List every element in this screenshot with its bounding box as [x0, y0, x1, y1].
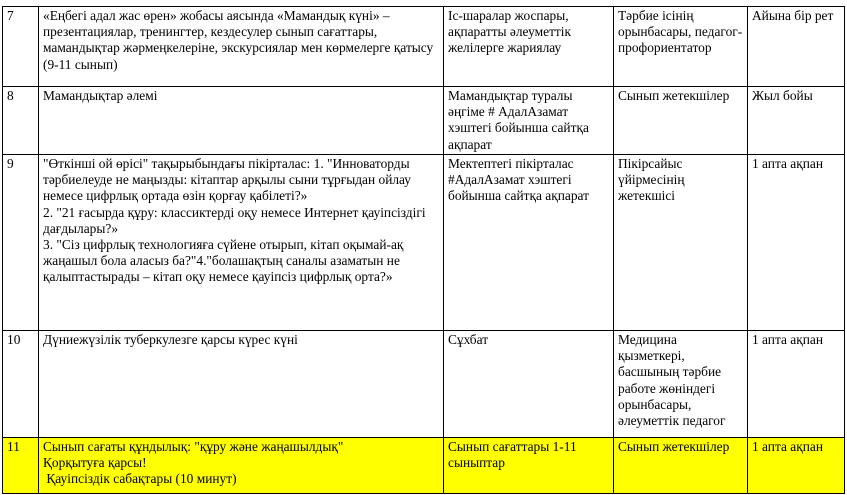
row-number: 9 [3, 155, 39, 331]
timing-cell: 1 апта ақпан [748, 155, 845, 331]
table-row [3, 7, 845, 87]
table-row-highlighted [3, 438, 845, 494]
table-row [3, 87, 845, 155]
event-text: Қорқытуға қарсы! [43, 455, 147, 471]
timing-cell: 1 апта ақпан [748, 331, 845, 438]
form-cell: Мектептегі пікірталас #АдалАзамат хэштегі бойынша сайтқа ақпарат [444, 155, 614, 331]
event-text: Мамандықтар әлемі [43, 88, 158, 103]
responsible-cell: Пікірсайыс үйірмесінің жетекшісі [614, 155, 748, 331]
event-text: Қауіпсіздік сабақтары (10 минут) [43, 471, 237, 487]
event-text: «Еңбегі адал жас өрен» жобасы аясында «Мамандық күні» – презентациялар, тренингтер, кездесулер сынып сағаттары, мамандықтар жәрмеңкелеріне, экскурсиялар мен көрмелерге қатысу (9-11 сынып) [43, 8, 434, 72]
responsible-cell: Медицина қызметкері, басшының тәрбие работе жөніндегі орынбасары, әлеуметтік педагог [614, 331, 748, 438]
responsible-cell: Сынып жетекшілер [614, 87, 748, 155]
event-cell [39, 331, 444, 438]
responsible-cell: Сынып жетекшілер [614, 438, 748, 494]
event-cell [39, 7, 444, 87]
event-text: 3. "Сіз цифрлық технологияға сүйене отырып, кітап оқымай-ақ жаңашыл бола аласыз ба?"4."болашақтың саналы азаматын не қалыптастырады – кітап оқу немесе қауіпсіз цифрлық орта?» [43, 237, 404, 285]
form-cell: Сынып сағаттары 1-11 сыныптар [444, 438, 614, 494]
event-text: 2. "21 ғасырда құру: классиктерді оқу немесе Интернет қауіпсіздігі дағдылары?» [43, 204, 426, 236]
event-text: "Өткінші ой өрісі" тақырыбындағы пікірталас: 1. "Инноваторды тәрбиелеуде не маңызды: кітаптар арқылы сыни тұрғыдан ойлау немесе цифрлық ортада өзін қорғау қабілеті?» [43, 156, 411, 204]
form-cell: Сұхбат [444, 331, 614, 438]
timing-cell: 1 апта ақпан [748, 438, 845, 494]
table-row [3, 331, 845, 438]
event-text: Дүниежүзілік туберкулезге қарсы күрес күні [43, 332, 298, 347]
timing-cell: Айына бір рет [748, 7, 845, 87]
timing-cell: Жыл бойы [748, 87, 845, 155]
table-row [3, 155, 845, 331]
responsible-cell: Тәрбие ісінің орынбасары, педагог-профориентатор [614, 7, 748, 87]
plan-table [2, 6, 845, 494]
row-number: 10 [3, 331, 39, 438]
row-number: 11 [3, 438, 39, 494]
event-cell [39, 155, 444, 331]
event-cell [39, 87, 444, 155]
form-cell: Іс-шаралар жоспары, ақпаратты әлеуметтік желілерге жариялау [444, 7, 614, 87]
event-text: Сынып сағаты құндылық: "құру және жаңашылдық" [43, 439, 344, 454]
row-number: 7 [3, 7, 39, 87]
row-number: 8 [3, 87, 39, 155]
form-cell: Мамандықтар туралы әңгіме # АдалАзамат хэштегі бойынша сайтқа ақпарат [444, 87, 614, 155]
event-cell [39, 438, 444, 494]
